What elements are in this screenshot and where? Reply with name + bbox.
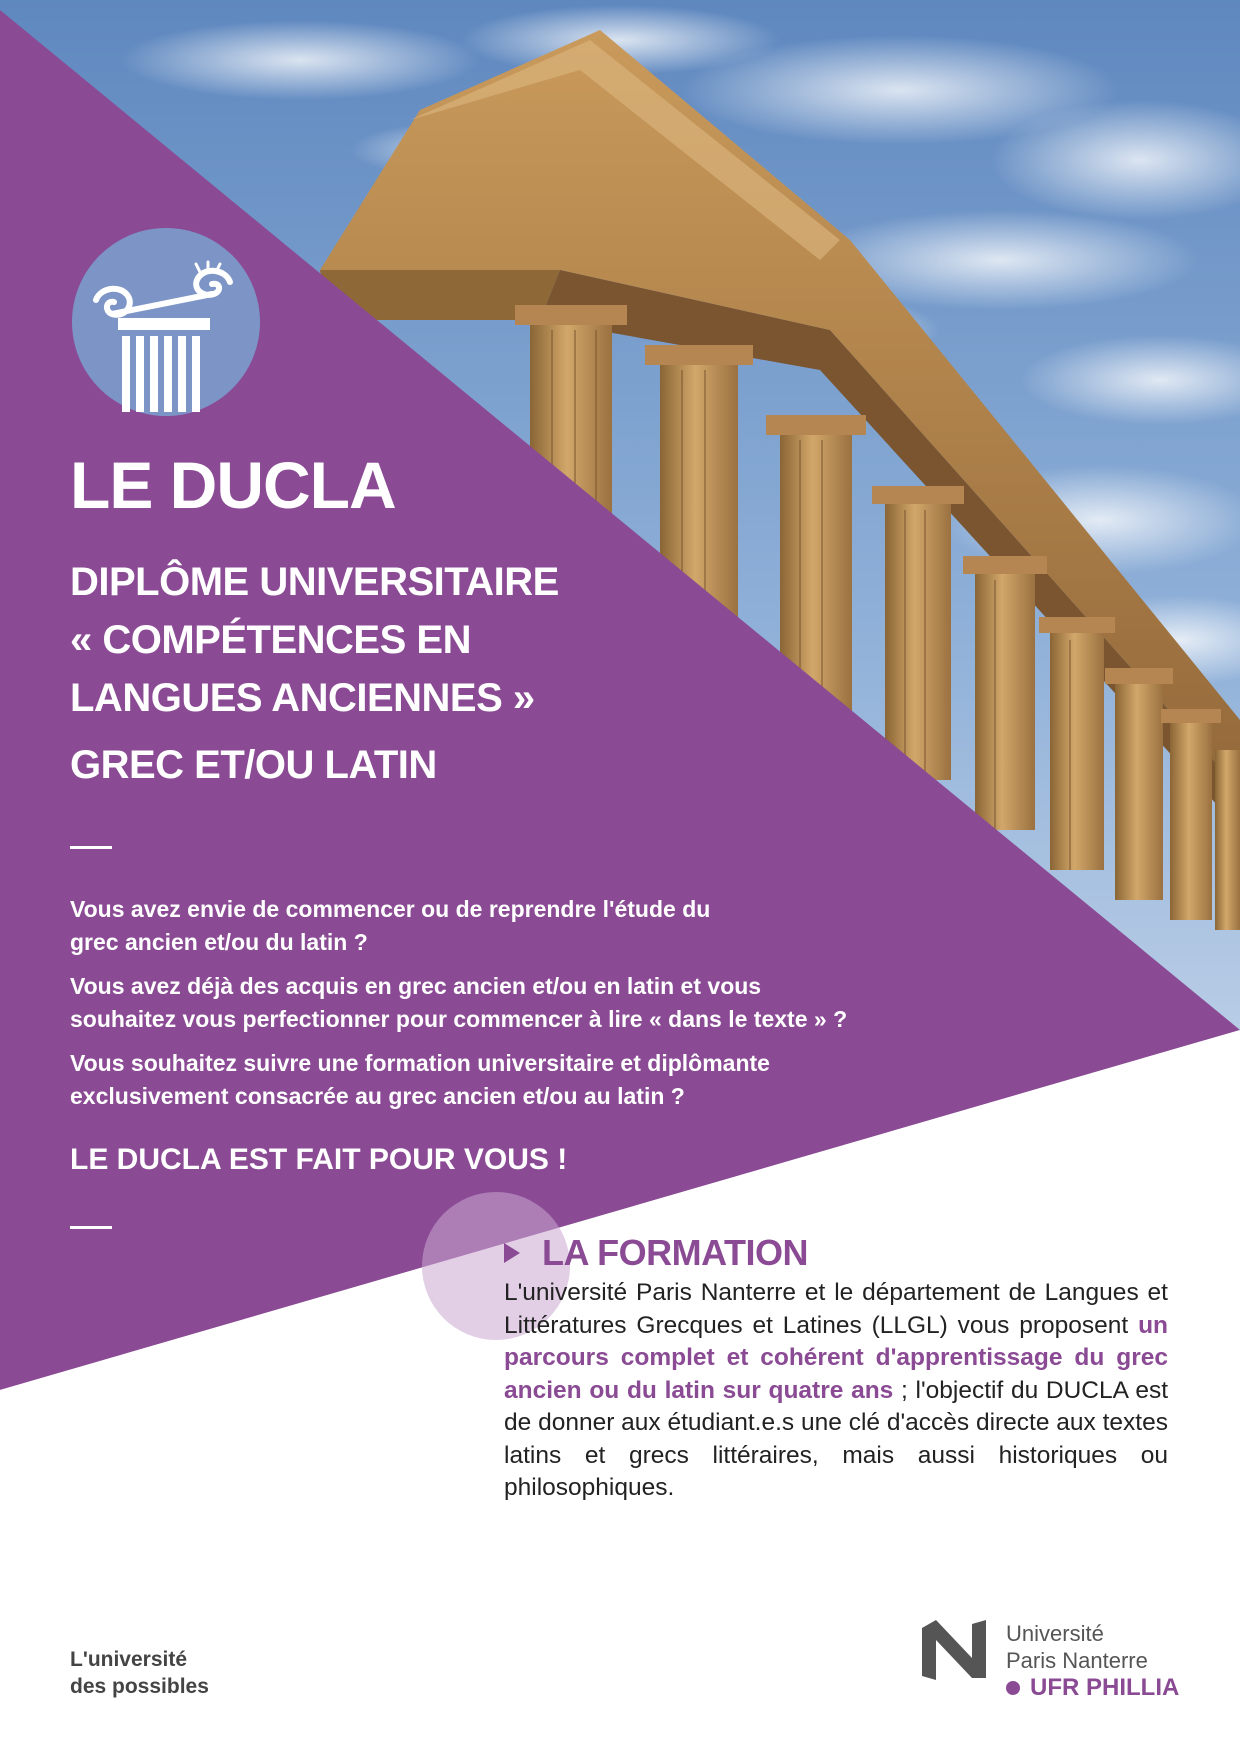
formation-body	[504, 1277, 1168, 1505]
university-logo	[922, 1620, 1179, 1702]
subtitle-line: DIPLÔME UNIVERSITAIRE	[70, 560, 559, 604]
divider	[70, 1226, 112, 1229]
tagline-line: des possibles	[70, 1675, 209, 1698]
question-paragraph	[70, 1047, 770, 1113]
question-line: Vous avez envie de commencer ou de reprendre l'étude du	[70, 896, 711, 922]
question-line: Vous souhaitez suivre une formation universitaire et diplômante	[70, 1050, 770, 1076]
formation-text-start: L'université Paris Nanterre et le département de Langues et Littératures Grecques et Latines (LLGL) vous proposent	[504, 1279, 1168, 1339]
question-line: grec ancien et/ou du latin ?	[70, 929, 368, 955]
page-title: LE DUCLA	[70, 448, 396, 522]
subtitle-line: LANGUES ANCIENNES »	[70, 676, 535, 720]
subtitle-line: « COMPÉTENCES EN	[70, 618, 471, 662]
question-line: exclusivement consacrée au grec ancien et/ou au latin ?	[70, 1083, 685, 1109]
ionic-column-icon	[72, 228, 260, 416]
question-paragraph	[70, 893, 710, 959]
formation-heading	[504, 1232, 808, 1273]
play-triangle-icon	[504, 1243, 520, 1263]
divider	[70, 846, 112, 849]
question-line: souhaitez vous perfectionner pour commencer à lire « dans le texte » ?	[70, 1006, 848, 1032]
tagline-line: L'université	[70, 1648, 188, 1671]
logo-line: Université	[1006, 1621, 1104, 1646]
question-line: Vous avez déjà des acquis en grec ancien et/ou en latin et vous	[70, 973, 762, 999]
call-to-action: LE DUCLA EST FAIT POUR VOUS !	[70, 1143, 568, 1176]
logo-line: Paris Nanterre	[1006, 1648, 1148, 1673]
logo-ufr-label: UFR PHILLIA	[1030, 1674, 1180, 1701]
tagline	[70, 1646, 209, 1700]
question-paragraph	[70, 970, 847, 1036]
diploma-subtitle	[70, 553, 559, 727]
nanterre-logo-icon	[922, 1620, 992, 1680]
formation-title: LA FORMATION	[542, 1232, 808, 1273]
logo-ufr	[1006, 1674, 1179, 1702]
dot-icon	[1006, 1681, 1020, 1695]
formation-highlight: un parcours complet et cohérent d'apprentissage du grec ancien ou du latin sur quatre ans	[504, 1311, 1168, 1404]
languages-subtitle: GREC ET/OU LATIN	[70, 743, 437, 787]
formation-text-end: ; l'objectif du DUCLA est de donner aux étudiant.e.s une clé d'accès directe aux textes latins et grecs littéraires, mais aussi historiques ou philosophiques.	[504, 1376, 1169, 1501]
